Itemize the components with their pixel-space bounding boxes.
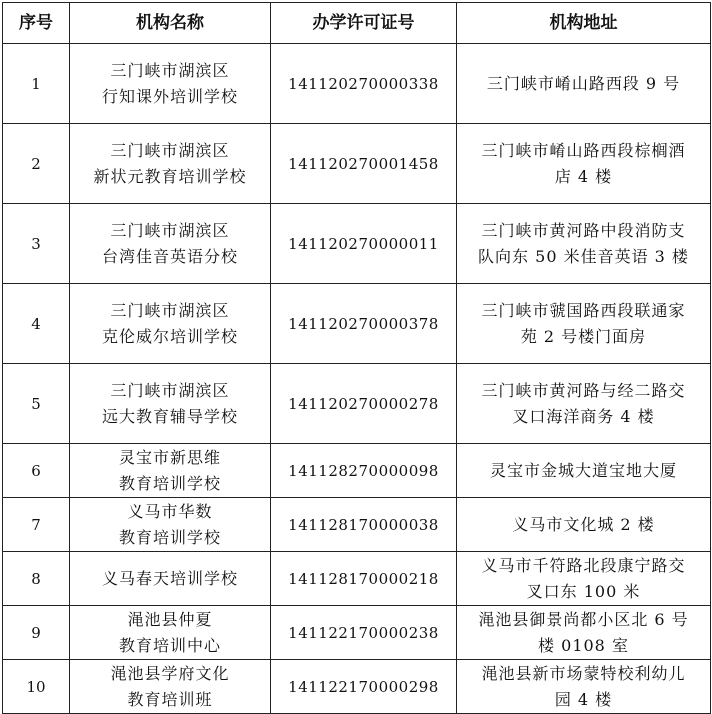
cell-address	[457, 284, 711, 364]
header-address: 机构地址	[457, 3, 711, 44]
cell-license: 141120270000278	[271, 364, 457, 444]
cell-name-line: 义马市华数	[127, 501, 213, 521]
table-row	[3, 44, 711, 124]
cell-seq: 10	[3, 660, 70, 714]
cell-seq: 2	[3, 124, 70, 204]
cell-license: 141120270001458	[271, 124, 457, 204]
table-row	[3, 364, 711, 444]
cell-address-line: 叉口东 100 米	[526, 581, 641, 601]
cell-seq: 9	[3, 606, 70, 660]
header-license: 办学许可证号	[271, 3, 457, 44]
cell-name-line: 三门峡市湖滨区	[110, 380, 230, 400]
cell-license: 141128170000218	[271, 552, 457, 606]
cell-license: 141122170000298	[271, 660, 457, 714]
header-seq: 序号	[3, 3, 70, 44]
cell-address-line: 苑 2 号楼门面房	[520, 326, 647, 346]
cell-license: 141120270000338	[271, 44, 457, 124]
cell-seq: 8	[3, 552, 70, 606]
cell-address-line: 三门峡市黄河路与经二路交	[481, 380, 686, 400]
cell-name	[70, 284, 271, 364]
cell-name-line: 渑池县学府文化	[110, 663, 230, 683]
cell-address-line: 三门峡市黄河路中段消防支	[481, 220, 686, 240]
table-row	[3, 606, 711, 660]
cell-name-line: 灵宝市新思维	[118, 447, 221, 467]
cell-name	[70, 606, 271, 660]
cell-address-line: 渑池县新市场蒙特校利幼儿	[481, 663, 686, 683]
cell-license: 141128170000038	[271, 498, 457, 552]
cell-name	[70, 660, 271, 714]
cell-name	[70, 552, 271, 606]
cell-seq: 7	[3, 498, 70, 552]
cell-name-line: 远大教育辅导学校	[101, 406, 238, 426]
cell-license: 141120270000011	[271, 204, 457, 284]
cell-address	[457, 498, 711, 552]
cell-name-line: 新状元教育培训学校	[93, 166, 247, 186]
cell-license: 141122170000238	[271, 606, 457, 660]
cell-address	[457, 124, 711, 204]
cell-license: 141128270000098	[271, 444, 457, 498]
cell-name-line: 台湾佳音英语分校	[101, 246, 238, 266]
table-row	[3, 498, 711, 552]
cell-name	[70, 444, 271, 498]
cell-address-line: 渑池县御景尚都小区北 6 号	[478, 609, 689, 629]
table-header-row	[3, 3, 711, 44]
table-row	[3, 660, 711, 714]
cell-name-line: 义马春天培训学校	[101, 568, 238, 588]
cell-seq: 4	[3, 284, 70, 364]
cell-name-line: 教育培训学校	[118, 473, 221, 493]
table-row	[3, 444, 711, 498]
cell-address	[457, 44, 711, 124]
cell-name	[70, 204, 271, 284]
cell-address-line: 义马市千符路北段康宁路交	[481, 555, 686, 575]
cell-address	[457, 364, 711, 444]
cell-address-line: 园 4 楼	[554, 689, 613, 709]
cell-address-line: 店 4 楼	[554, 166, 613, 186]
cell-name	[70, 124, 271, 204]
cell-license: 141120270000378	[271, 284, 457, 364]
cell-seq: 3	[3, 204, 70, 284]
cell-name-line: 教育培训中心	[118, 635, 221, 655]
cell-name	[70, 44, 271, 124]
cell-seq: 5	[3, 364, 70, 444]
cell-address-line: 三门峡市崤山路西段 9 号	[486, 73, 681, 93]
cell-name-line: 行知课外培训学校	[101, 86, 238, 106]
cell-address	[457, 606, 711, 660]
header-name: 机构名称	[70, 3, 271, 44]
cell-name-line: 渑池县仲夏	[127, 609, 213, 629]
cell-address	[457, 552, 711, 606]
cell-address-line: 三门峡市崤山路西段棕榈酒	[481, 140, 686, 160]
cell-address-line: 楼 0108 室	[538, 635, 629, 655]
training-institutions-table	[2, 2, 711, 714]
table-row	[3, 284, 711, 364]
table-row	[3, 204, 711, 284]
cell-address-line: 灵宝市金城大道宝地大厦	[489, 460, 677, 480]
cell-name-line: 教育培训班	[127, 689, 213, 709]
cell-name-line: 三门峡市湖滨区	[110, 300, 230, 320]
table-row	[3, 124, 711, 204]
cell-address	[457, 660, 711, 714]
cell-address-line: 三门峡市虢国路西段联通家	[481, 300, 686, 320]
cell-address-line: 叉口海洋商务 4 楼	[512, 406, 655, 426]
cell-address-line: 队向东 50 米佳音英语 3 楼	[478, 246, 689, 266]
table-body	[3, 44, 711, 714]
cell-address	[457, 444, 711, 498]
cell-name-line: 克伦威尔培训学校	[101, 326, 238, 346]
cell-name-line: 三门峡市湖滨区	[110, 60, 230, 80]
cell-seq: 6	[3, 444, 70, 498]
cell-name-line: 三门峡市湖滨区	[110, 140, 230, 160]
cell-name-line: 三门峡市湖滨区	[110, 220, 230, 240]
cell-address	[457, 204, 711, 284]
cell-name	[70, 498, 271, 552]
cell-seq: 1	[3, 44, 70, 124]
table-row	[3, 552, 711, 606]
cell-address-line: 义马市文化城 2 楼	[512, 514, 655, 534]
cell-name-line: 教育培训学校	[118, 527, 221, 547]
cell-name	[70, 364, 271, 444]
